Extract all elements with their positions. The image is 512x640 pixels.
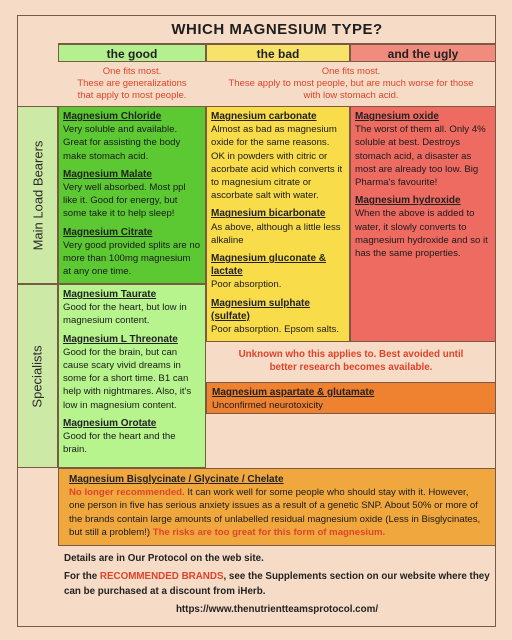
list-item: Magnesium Chloride Very soluble and available. Great for assisting the body make stomach acid.	[63, 111, 181, 162]
ugly-cell	[350, 106, 496, 342]
header-good: the good	[58, 44, 206, 62]
aspartate-cell	[206, 382, 496, 414]
footer-brands: For the RECOMMENDED BRANDS, see the Supplements section on our website where they can be purchased at a discount from iHerb.	[64, 571, 490, 597]
list-item: Magnesium L Threonate Good for the brain, but can cause scary vivid dreams in some for a short time. B1 can help with nightmares. Also, it's low in magnesium content.	[63, 333, 192, 411]
header-bad: the bad	[206, 44, 350, 62]
bisglycinate-text: It can work well for some people who should stay with it. However, one person in five has serious anxiety issues as a result of a genetic SNP. About 50% or more of the brands contain large amounts of unlabelled residual magnesium oxide (Less in Bisglycinates, but still a problem!)	[69, 487, 481, 538]
list-item: Magnesium Malate Very well absorbed. Most ppl like it. Good for energy, but some take it to help sleep!	[63, 168, 186, 220]
list-item: Magnesium bicarbonate As above, although a little less alkaline	[211, 208, 341, 246]
bisglycinate-warning: No longer recommended.	[69, 487, 185, 499]
good-main-cell	[58, 106, 206, 284]
footer-details: Details are in Our Protocol on the web site.	[64, 553, 264, 564]
list-item: Magnesium sulphate (sulfate) Poor absorption. Epsom salts.	[211, 297, 339, 336]
list-item: Magnesium hydroxide When the above is added to water, it slowly converts to magnesium hydroxide and so it has the same properties.	[355, 195, 488, 260]
website-link[interactable]: https://www.thenutrientteamsprotocol.com/	[175, 604, 379, 615]
bad-cell	[206, 106, 350, 342]
bisglycinate-risk: The risks are too great for this form of magnesium.	[150, 526, 386, 538]
row-label-main-text: Main Load Bearers	[30, 140, 45, 250]
row-label-specialists	[17, 284, 58, 468]
footer	[58, 551, 496, 623]
good-specialists-cell	[58, 284, 206, 468]
header-ugly: and the ugly	[350, 44, 496, 62]
list-item: Magnesium Taurate Good for the heart, but low in magnesium content.	[63, 289, 187, 327]
page-title: WHICH MAGNESIUM TYPE?	[58, 16, 496, 44]
list-item: Magnesium Orotate Good for the heart and the brain.	[63, 417, 176, 456]
list-item: Magnesium Citrate Very good provided splits are no more than 100mg magnesium at any one time.	[63, 226, 201, 278]
bisglycinate-cell	[58, 468, 496, 546]
aspartate-name: Magnesium aspartate & glutamate	[212, 387, 375, 398]
row-label-main	[17, 106, 58, 284]
bisglycinate-name: Magnesium Bisglycinate / Glycinate / Chelate	[69, 474, 284, 485]
unknown-note: Unknown who this applies to. Best avoided until better research becomes available.	[238, 349, 464, 373]
list-item: Magnesium gluconate & lactate Poor absorption.	[211, 253, 327, 291]
row-label-specialists-text: Specialists	[30, 344, 46, 408]
subheader-good: One fits most. These are generalizations that apply to most people.	[77, 66, 187, 101]
recommended-brands-link[interactable]: RECOMMENDED BRANDS	[99, 571, 224, 582]
aspartate-text: Unconfirmed neurotoxicity	[212, 400, 323, 412]
subheader-bad-ugly: One fits most. These apply to most people, but are much worse for those with low stomach acid.	[228, 66, 474, 101]
list-item: Magnesium carbonate Almost as bad as magnesium oxide for the same reasons. OK in powders with citric or acorbate acid which converts it to magnesium citrate or ascorbate salt with water.	[211, 111, 343, 202]
list-item: Magnesium oxide The worst of them all. Only 4% soluble at best. Destroys stomach acid, a disaster as most are already too low. Big Pharma's favourite!	[355, 111, 486, 189]
